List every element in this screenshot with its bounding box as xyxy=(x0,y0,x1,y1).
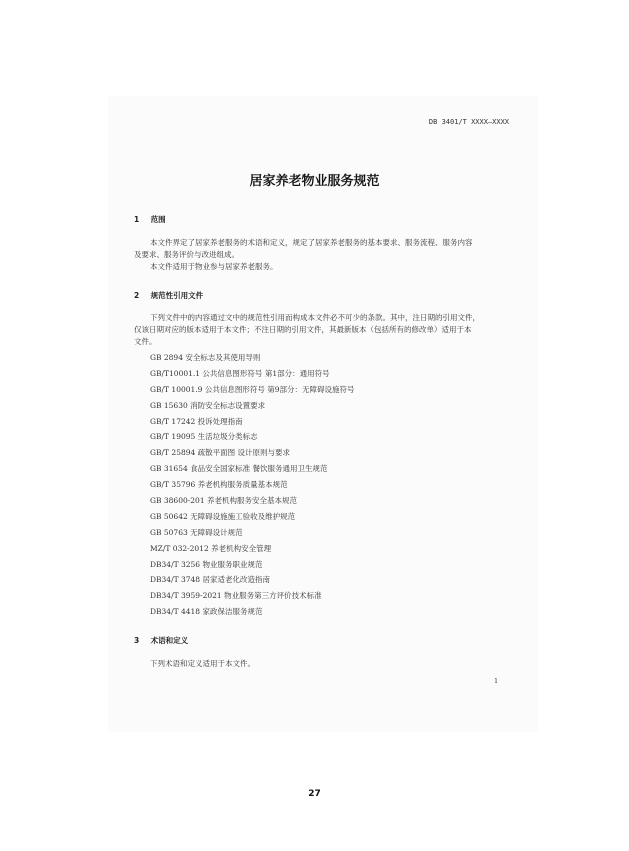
reference-item: GB/T 35796 养老机构服务质量基本规范 xyxy=(150,480,288,490)
reference-item: GB/T 10001.9 公共信息图形符号 第9部分：无障碍设施符号 xyxy=(150,384,355,394)
terms-paragraph xyxy=(134,658,514,670)
reference-item: DB34/T 3959-2021 物业服务第三方评价技术标准 xyxy=(150,591,322,601)
reference-item: DB34/T 4418 家政保洁服务规范 xyxy=(150,607,263,617)
reference-item: GB/T 17242 投诉处理指南 xyxy=(150,416,243,426)
reference-item: GB 50642 无障碍设施施工验收及维护规范 xyxy=(150,511,296,521)
text-line: 下列术语和定义适用于本文件。 xyxy=(150,659,255,668)
text-line: 本文件适用于物业参与居家养老服务。 xyxy=(150,262,278,271)
inner-page-number: 1 xyxy=(494,677,499,685)
section-number: 2 xyxy=(134,291,140,300)
text-line: 仅该日期对应的版本适用于本文件；不注日期的引用文件，其最新版本（包括所有的修改单）适用于本 xyxy=(134,325,472,334)
section-heading-terms xyxy=(134,635,188,646)
page-number: 27 xyxy=(308,789,321,799)
section-heading-scope xyxy=(134,214,166,225)
reference-item: GB/T 19095 生活垃圾分类标志 xyxy=(150,432,258,442)
section-heading-normative xyxy=(134,290,203,301)
text-line: 本文件界定了居家养老服务的术语和定义，规定了居家养老服务的基本要求、服务流程、服务内容 xyxy=(150,238,473,247)
document-id: DB 3401/T XXXX—XXXX xyxy=(428,118,509,126)
section-title: 术语和定义 xyxy=(150,636,189,645)
reference-item: GB 31654 食品安全国家标准 餐饮服务通用卫生规范 xyxy=(150,464,328,474)
reference-item: GB/T10001.1 公共信息图形符号 第1部分：通用符号 xyxy=(150,368,330,378)
reference-item: DB34/T 3256 物业服务职业规范 xyxy=(150,559,263,569)
text-line: 及要求、服务评价与改进组成。 xyxy=(134,250,239,259)
scope-paragraph xyxy=(134,237,514,273)
text-line: 下列文件中的内容通过文中的规范性引用而构成本文件必不可少的条款。其中，注日期的引用文件， xyxy=(150,313,480,322)
document-title: 居家养老物业服务规范 xyxy=(249,174,380,189)
reference-item: GB 15630 消防安全标志设置要求 xyxy=(150,400,266,410)
reference-item: MZ/T 032-2012 养老机构安全管理 xyxy=(150,543,272,553)
reference-item: GB/T 25894 疏散平面图 设计原则与要求 xyxy=(150,448,291,458)
text-line: 文件。 xyxy=(134,337,157,346)
reference-item: GB 2894 安全标志及其使用导则 xyxy=(150,353,261,362)
reference-item: GB 38600-201 养老机构服务安全基本规范 xyxy=(150,496,297,506)
section-number: 3 xyxy=(134,636,140,645)
reference-item: DB34/T 3748 居家适老化改造指南 xyxy=(150,575,270,585)
section-number: 1 xyxy=(134,215,140,224)
reference-item: GB 50763 无障碍设计规范 xyxy=(150,527,243,537)
reference-list xyxy=(150,353,354,623)
section-title: 范围 xyxy=(150,215,166,224)
section-title: 规范性引用文件 xyxy=(150,291,204,300)
normative-paragraph xyxy=(134,312,514,348)
